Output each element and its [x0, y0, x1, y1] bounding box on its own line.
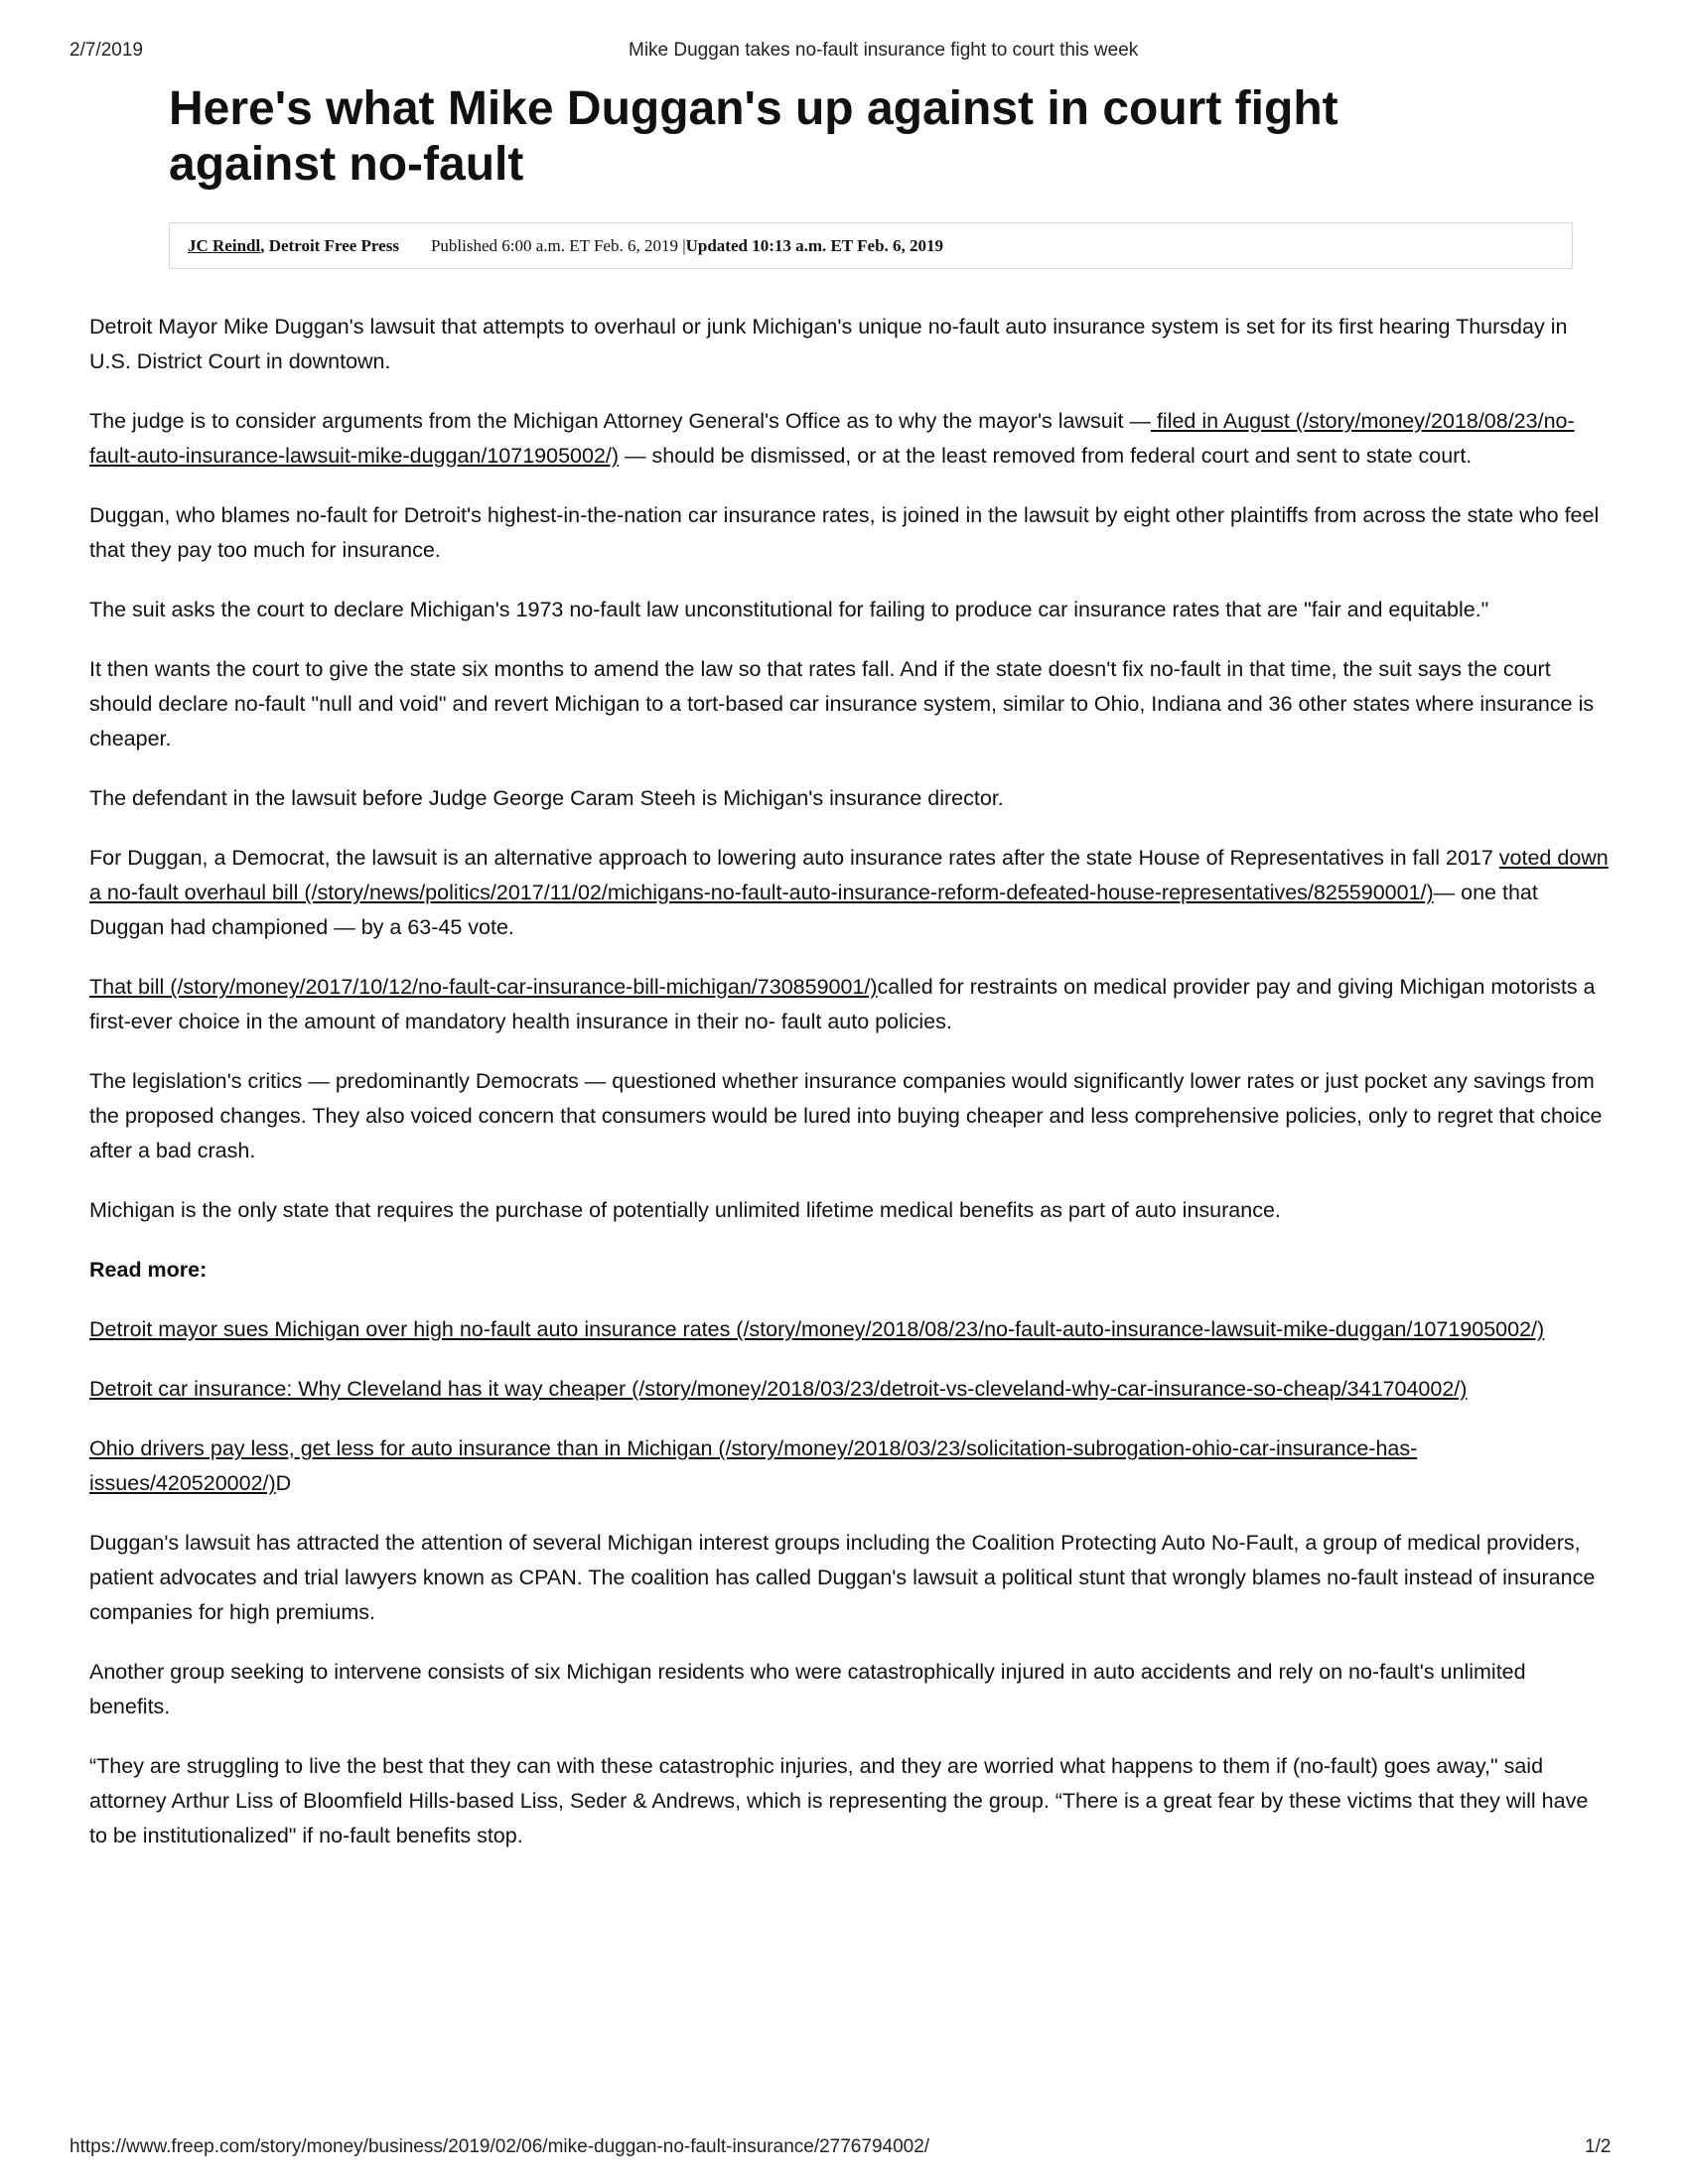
read-more-heading: Read more:	[89, 1258, 208, 1282]
paragraph-text: — one that Duggan had championed — by a 63-45 vote.	[89, 881, 1538, 939]
read-more-item	[89, 1432, 1609, 1501]
paragraph: The legislation's critics — predominantly Democrats — questioned whether insurance companies would significantly lower rates or just pocket any savings from the proposed changes. They also voiced concern that consumers would be lured into buying cheaper and less comprehensive policies, only to regret that choice after a bad crash.	[89, 1069, 1603, 1162]
paragraph: Another group seeking to intervene consists of six Michigan residents who were catastrophically injured in auto accidents and rely on no-fault's unlimited benefits.	[89, 1660, 1526, 1718]
paragraph: “They are struggling to live the best that they can with these catastrophic injuries, and they are worried what happens to them if (no-fault) goes away," said attorney Arthur Liss of Bloomfield Hills-based Liss, Seder & Andrews, which is representing the group. “There is a great fear by these victims that they will have to be institutionalized" if no-fault benefits stop.	[89, 1754, 1589, 1847]
paragraph: The defendant in the lawsuit before Judge George Caram Steeh is Michigan's insurance director.	[89, 786, 1004, 810]
paragraph: Duggan's lawsuit has attracted the attention of several Michigan interest groups including the Coalition Protecting Auto No-Fault, a group of medical providers, patient advocates and trial lawyers known as CPAN. The coalition has called Duggan's lawsuit a political stunt that wrongly blames no-fault instead of insurance companies for high premiums.	[89, 1531, 1596, 1624]
paragraph-text: For Duggan, a Democrat, the lawsuit is an alternative approach to lowering auto insurance rates after the state House of Representatives in fall 2017	[89, 846, 1499, 870]
byline	[169, 222, 1573, 269]
paragraph: It then wants the court to give the state six months to amend the law so that rates fall. And if the state doesn't fix no-fault in that time, the suit says the court should declare no-fault "null and void" and revert Michigan to a tort-based car insurance system, similar to Ohio, Indiana and 36 other states where insurance is cheaper.	[89, 657, 1595, 751]
article-headline: Here's what Mike Duggan's up against in court fight against no-fault	[169, 82, 1338, 191]
paragraph-text: The judge is to consider arguments from the Michigan Attorney General's Office as to why the mayor's lawsuit —	[89, 409, 1151, 433]
inline-link[interactable]: voted down a no-fault overhaul bill (/story/news/politics/2017/11/02/michigans-no-fault-auto-insurance-reform-defeated-house-representatives/825590001/)	[89, 846, 1609, 904]
paragraph: Duggan, who blames no-fault for Detroit's highest-in-the-nation car insurance rates, is joined in the lawsuit by eight other plaintiffs from across the state who feel that they pay too much for insurance.	[89, 503, 1600, 562]
paragraph-text: D	[275, 1471, 292, 1495]
paragraph-text: called for restraints on medical provider pay and giving Michigan motorists a first-ever choice in the amount of mandatory health insurance in their no- fault auto policies.	[89, 975, 1596, 1033]
paragraph: The suit asks the court to declare Michigan's 1973 no-fault law unconstitutional for failing to produce car insurance rates that are "fair and equitable."	[89, 598, 1489, 621]
paragraph	[89, 841, 1609, 945]
read-more-item	[89, 1372, 1609, 1407]
read-more-link[interactable]: Detroit car insurance: Why Cleveland has it way cheaper (/story/money/2018/03/23/detroit-vs-cleveland-why-car-insurance-so-cheap/341704002/)	[89, 1377, 1468, 1401]
paragraph	[89, 970, 1609, 1039]
paragraph-text: — should be dismissed, or at the least removed from federal court and sent to state court.	[619, 444, 1473, 468]
updated-date: Updated 10:13 a.m. ET Feb. 6, 2019	[685, 235, 944, 255]
print-footer-url: https://www.freep.com/story/money/business/2019/02/06/mike-duggan-no-fault-insurance/2776794002/	[70, 2136, 930, 2157]
paragraph	[89, 404, 1609, 474]
inline-link[interactable]: That bill (/story/money/2017/10/12/no-fault-car-insurance-bill-michigan/730859001/)	[89, 975, 878, 999]
byline-org: , Detroit Free Press	[260, 235, 399, 255]
print-header-title: Mike Duggan takes no-fault insurance fight to court this week	[629, 40, 1139, 61]
published-date: Published 6:00 a.m. ET Feb. 6, 2019 |	[430, 235, 686, 255]
article-body	[89, 310, 1609, 1878]
author-link[interactable]: JC Reindl	[188, 235, 261, 255]
read-more-link[interactable]: Detroit mayor sues Michigan over high no-fault auto insurance rates (/story/money/2018/08/23/no-fault-auto-insurance-lawsuit-mike-duggan/1071905002/)	[89, 1317, 1545, 1341]
read-more-link[interactable]: Ohio drivers pay less, get less for auto insurance than in Michigan (/story/money/2018/03/23/solicitation-subrogation-ohio-car-insurance-has-issues/420520002/)	[89, 1436, 1418, 1495]
inline-link[interactable]: filed in August (/story/money/2018/08/23/no-fault-auto-insurance-lawsuit-mike-duggan/1071905002/)	[89, 409, 1575, 468]
read-more-item	[89, 1312, 1609, 1347]
print-footer-page-number: 1/2	[1585, 2136, 1612, 2157]
paragraph: Michigan is the only state that requires the purchase of potentially unlimited lifetime medical benefits as part of auto insurance.	[89, 1198, 1281, 1222]
paragraph: Detroit Mayor Mike Duggan's lawsuit that attempts to overhaul or junk Michigan's unique no-fault auto insurance system is set for its first hearing Thursday in U.S. District Court in downtown.	[89, 315, 1568, 373]
print-header-date: 2/7/2019	[70, 40, 143, 61]
